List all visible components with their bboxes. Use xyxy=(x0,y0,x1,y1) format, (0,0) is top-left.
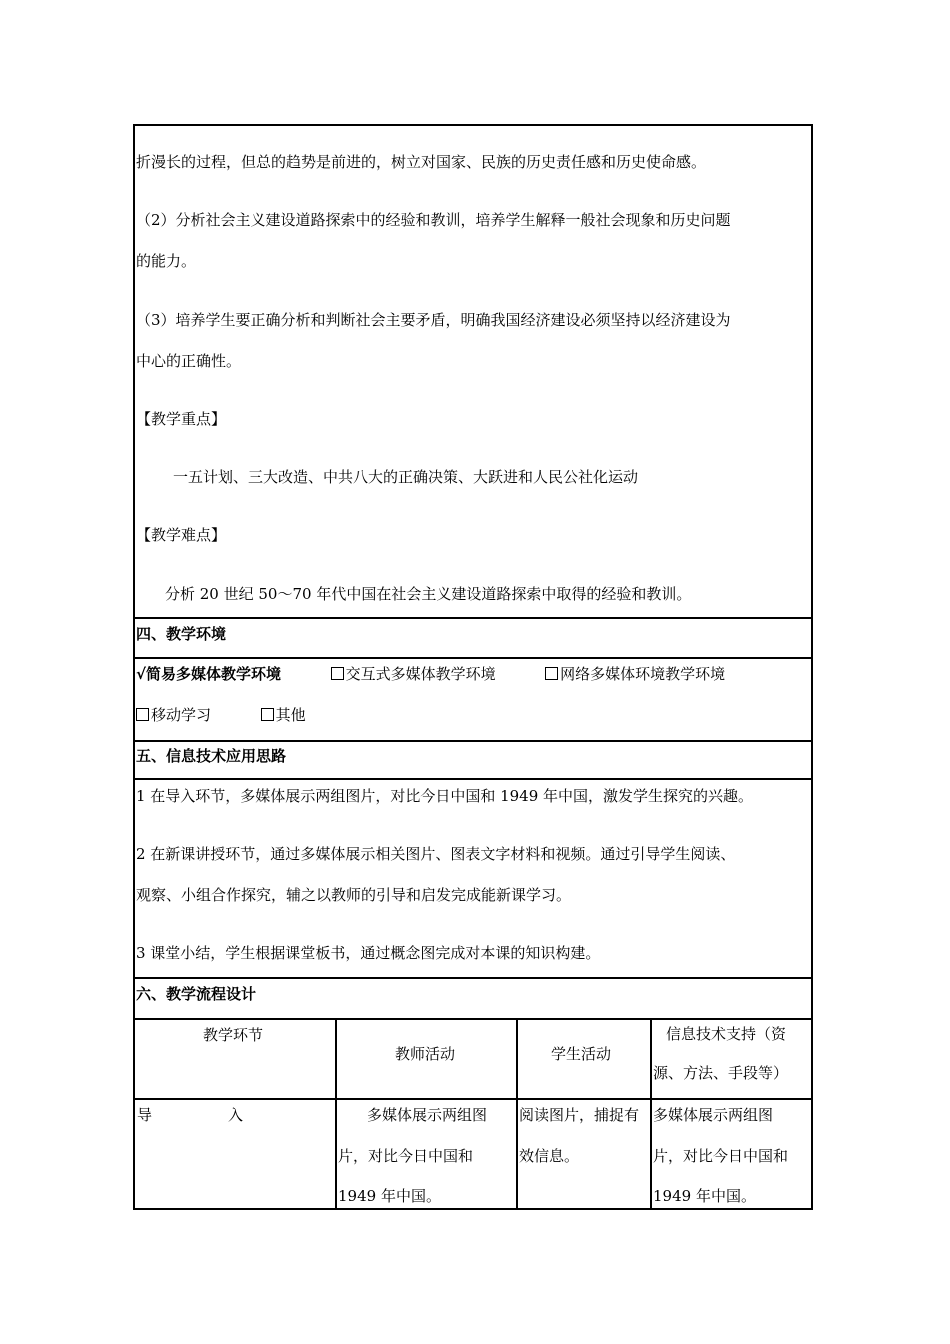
section-environment-heading: 四、教学环境 xyxy=(136,625,227,643)
column-header-stage: 教学环节 xyxy=(203,1026,264,1044)
key-points-text: 一五计划、三大改造、中共八大的正确决策、大跃进和人民公社化运动 xyxy=(173,468,639,486)
checkbox-icon[interactable] xyxy=(136,708,149,721)
stage-cell: 导 xyxy=(137,1106,153,1124)
checkbox-icon[interactable] xyxy=(331,667,344,680)
teacher-activity-cell-cont: 1949 年中国。 xyxy=(338,1187,441,1205)
it-application-paragraph-cont: 观察、小组合作探究，辅之以教师的引导和启发完成能新课学习。 xyxy=(136,886,572,904)
teacher-activity-cell-cont: 片，对比今日中国和 xyxy=(338,1147,474,1165)
option-network-multimedia[interactable]: 网络多媒体环境教学环境 xyxy=(560,665,726,683)
environment-options-row1 xyxy=(136,664,725,684)
it-application-paragraph: 2 在新课讲授环节，通过多媒体展示相关图片、图表文字材料和视频。通过引导学生阅读、 xyxy=(136,845,736,863)
option-other[interactable]: 其他 xyxy=(275,706,306,724)
column-divider xyxy=(650,1018,652,1210)
student-activity-cell: 阅读图片，捕捉有 xyxy=(519,1106,640,1124)
teacher-activity-cell: 多媒体展示两组图 xyxy=(367,1106,488,1124)
objective-line: 折漫长的过程，但总的趋势是前进的，树立对国家、民族的历史责任感和历史使命感。 xyxy=(136,153,707,171)
it-support-cell-cont: 1949 年中国。 xyxy=(653,1187,756,1205)
divider xyxy=(133,617,813,619)
objective-item-3-cont: 中心的正确性。 xyxy=(136,352,242,370)
checkbox-icon[interactable] xyxy=(261,708,274,721)
checkbox-icon[interactable] xyxy=(545,667,558,680)
divider xyxy=(133,977,813,979)
option-simple-multimedia[interactable]: 简易多媒体教学环境 xyxy=(146,665,282,683)
objective-item-2: （2）分析社会主义建设道路探索中的经验和教训，培养学生解释一般社会现象和历史问题 xyxy=(136,211,731,229)
option-mobile-learning[interactable]: 移动学习 xyxy=(151,706,212,724)
student-activity-cell-cont: 效信息。 xyxy=(519,1147,580,1165)
it-application-paragraph: 3 课堂小结，学生根据课堂板书，通过概念图完成对本课的知识构建。 xyxy=(136,944,601,962)
divider xyxy=(133,657,813,659)
table-row-divider xyxy=(133,1098,813,1100)
checkmark-icon: √ xyxy=(136,665,147,683)
divider xyxy=(133,740,813,742)
difficult-points-text: 分析 20 世纪 50～70 年代中国在社会主义建设道路探索中取得的经验和教训。 xyxy=(165,585,692,603)
divider xyxy=(133,778,813,780)
it-support-cell-cont: 片，对比今日中国和 xyxy=(653,1147,789,1165)
divider xyxy=(133,1018,813,1020)
key-points-heading: 【教学重点】 xyxy=(136,410,227,428)
column-divider xyxy=(335,1018,337,1210)
section-it-application-heading: 五、信息技术应用思路 xyxy=(136,747,287,765)
column-divider xyxy=(516,1018,518,1210)
stage-cell-cont: 入 xyxy=(228,1106,244,1124)
it-application-paragraph: 1 在导入环节，多媒体展示两组图片，对比今日中国和 1949 年中国，激发学生探究的兴趣。 xyxy=(136,787,754,805)
column-header-teacher: 教师活动 xyxy=(395,1045,456,1063)
objective-item-3: （3）培养学生要正确分析和判断社会主要矛盾，明确我国经济建设必须坚持以经济建设为 xyxy=(136,311,731,329)
environment-options-row2 xyxy=(136,705,306,725)
section-flow-heading: 六、教学流程设计 xyxy=(136,985,257,1003)
column-header-it: 信息技术支持（资 xyxy=(666,1025,787,1043)
it-support-cell: 多媒体展示两组图 xyxy=(653,1106,774,1124)
objective-item-2-cont: 的能力。 xyxy=(136,252,197,270)
option-interactive-multimedia[interactable]: 交互式多媒体教学环境 xyxy=(345,665,496,683)
difficult-points-heading: 【教学难点】 xyxy=(136,526,227,544)
column-header-student: 学生活动 xyxy=(551,1045,612,1063)
column-header-it-cont: 源、方法、手段等） xyxy=(653,1064,789,1082)
